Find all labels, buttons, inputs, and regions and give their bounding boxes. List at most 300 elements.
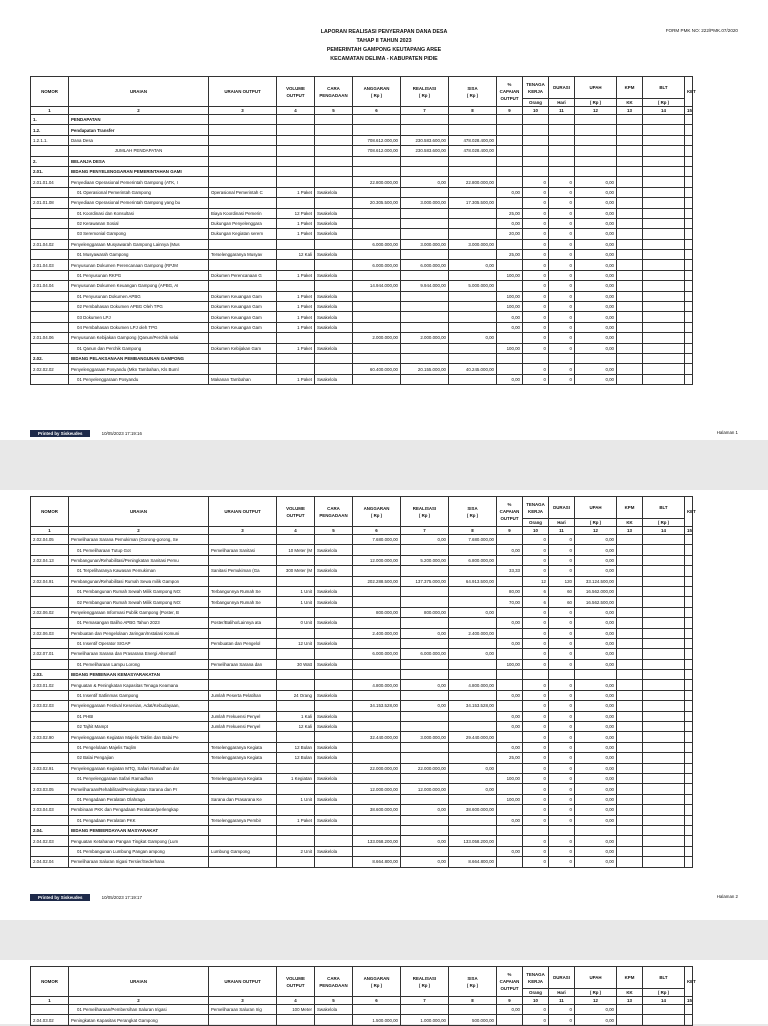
row-cara bbox=[315, 555, 353, 565]
row-capaian bbox=[497, 576, 523, 586]
row-volume bbox=[277, 166, 315, 176]
table-row bbox=[31, 125, 693, 135]
table-row bbox=[31, 825, 693, 835]
row-upah: 0,00 bbox=[575, 763, 617, 773]
column-index: 1 bbox=[31, 997, 69, 1005]
row-anggaran: 708.612.000,00 bbox=[353, 146, 401, 156]
row-capaian bbox=[497, 680, 523, 690]
row-uraian: 01 Pemeliharaan Lampu Lorong bbox=[69, 659, 209, 669]
row-cara bbox=[315, 198, 353, 208]
col-upah-rp: ( Rp ) bbox=[575, 99, 617, 107]
row-kpm bbox=[617, 732, 643, 742]
row-uraian: Peningkatan Kapasitas Perangkat Gampong bbox=[69, 1015, 209, 1025]
row-ket bbox=[685, 291, 693, 301]
row-capaian: 100,00 bbox=[497, 302, 523, 312]
row-hari bbox=[549, 353, 575, 363]
col-ket: KET bbox=[685, 967, 693, 997]
row-ket bbox=[685, 566, 693, 576]
row-uraian-output bbox=[209, 555, 277, 565]
row-blt bbox=[643, 166, 685, 176]
row-orang: 0 bbox=[523, 794, 549, 804]
row-anggaran: 12.000.000,00 bbox=[353, 784, 401, 794]
row-uraian: 01 Pengadaan Peralatan Olahraga bbox=[69, 794, 209, 804]
row-uraian: 01 Pembangunan Lumbung Pangan ampong bbox=[69, 846, 209, 856]
row-cara bbox=[315, 135, 353, 145]
row-anggaran: 4.800.000,00 bbox=[353, 680, 401, 690]
row-cara: Swakelola bbox=[315, 208, 353, 218]
row-sisa: 500.000,00 bbox=[449, 1015, 497, 1025]
row-blt bbox=[643, 125, 685, 135]
row-orang: 0 bbox=[523, 239, 549, 249]
row-orang: 0 bbox=[523, 198, 549, 208]
row-hari: 0 bbox=[549, 1005, 575, 1015]
row-blt bbox=[643, 250, 685, 260]
row-kpm bbox=[617, 281, 643, 291]
table-row bbox=[31, 680, 693, 690]
row-uraian: 01 Koordinasi dan Konsultasi bbox=[69, 208, 209, 218]
row-realisasi bbox=[401, 597, 449, 607]
row-orang: 0 bbox=[523, 784, 549, 794]
row-ket bbox=[685, 701, 693, 711]
row-realisasi bbox=[401, 742, 449, 752]
row-orang: 0 bbox=[523, 374, 549, 384]
row-anggaran bbox=[353, 690, 401, 700]
row-cara: Swakelola bbox=[315, 270, 353, 280]
row-blt bbox=[643, 374, 685, 384]
row-realisasi bbox=[401, 291, 449, 301]
row-blt bbox=[643, 618, 685, 628]
row-sisa: 7.680.000,00 bbox=[449, 535, 497, 545]
row-orang: 0 bbox=[523, 535, 549, 545]
row-anggaran bbox=[353, 846, 401, 856]
row-upah: 0,00 bbox=[575, 208, 617, 218]
row-uraian: Penguatan Ketahanan Pangan Tingkat Gampong (Lum bbox=[69, 836, 209, 846]
row-uraian-output: Dukungan Penyelenggara bbox=[209, 218, 277, 228]
row-orang: 0 bbox=[523, 333, 549, 343]
table-row bbox=[31, 333, 693, 343]
row-kpm bbox=[617, 701, 643, 711]
table-row bbox=[31, 343, 693, 353]
row-realisasi bbox=[401, 711, 449, 721]
row-uraian-output bbox=[209, 333, 277, 343]
col-blt: BLT bbox=[643, 967, 685, 989]
row-sisa bbox=[449, 250, 497, 260]
row-realisasi: 6.000.000,00 bbox=[401, 649, 449, 659]
row-capaian bbox=[497, 628, 523, 638]
row-kpm bbox=[617, 586, 643, 596]
row-volume bbox=[277, 836, 315, 846]
row-volume bbox=[277, 555, 315, 565]
row-kpm bbox=[617, 566, 643, 576]
row-hari: 120 bbox=[549, 576, 575, 586]
row-volume: 24 Orang bbox=[277, 690, 315, 700]
row-capaian bbox=[497, 260, 523, 270]
row-kpm bbox=[617, 555, 643, 565]
row-ket bbox=[685, 722, 693, 732]
row-kpm bbox=[617, 742, 643, 752]
row-nomor: 2. bbox=[31, 156, 69, 166]
row-cara bbox=[315, 732, 353, 742]
row-blt bbox=[643, 229, 685, 239]
table-row bbox=[31, 649, 693, 659]
row-capaian bbox=[497, 607, 523, 617]
row-orang: 0 bbox=[523, 742, 549, 752]
row-cara bbox=[315, 805, 353, 815]
row-anggaran: 32.440.000,00 bbox=[353, 732, 401, 742]
row-blt bbox=[643, 566, 685, 576]
row-capaian bbox=[497, 146, 523, 156]
row-upah: 0,00 bbox=[575, 618, 617, 628]
row-uraian: Penguatan & Peningkatan Kapasitas Tenaga Keamana bbox=[69, 680, 209, 690]
row-capaian: 0,00 bbox=[497, 322, 523, 332]
row-uraian-output bbox=[209, 836, 277, 846]
page-number: Halaman 1 bbox=[716, 430, 738, 435]
row-uraian: BELANJA DESA bbox=[69, 156, 209, 166]
table-row bbox=[31, 670, 693, 680]
col-nomor: NOMOR bbox=[31, 77, 69, 107]
row-kpm bbox=[617, 1005, 643, 1015]
row-kpm bbox=[617, 302, 643, 312]
row-capaian: 0,00 bbox=[497, 815, 523, 825]
row-capaian: 100,00 bbox=[497, 270, 523, 280]
table-row bbox=[31, 135, 693, 145]
row-capaian bbox=[497, 732, 523, 742]
page-gap bbox=[0, 920, 768, 960]
table-row bbox=[31, 732, 693, 742]
row-kpm bbox=[617, 135, 643, 145]
row-uraian-output bbox=[209, 628, 277, 638]
row-orang: 0 bbox=[523, 260, 549, 270]
row-ket bbox=[685, 690, 693, 700]
row-blt bbox=[643, 732, 685, 742]
row-realisasi: 2.000.000,00 bbox=[401, 333, 449, 343]
row-hari: 0 bbox=[549, 732, 575, 742]
row-hari: 0 bbox=[549, 374, 575, 384]
row-cara: Swakelola bbox=[315, 742, 353, 752]
row-anggaran: 38.600.000,00 bbox=[353, 805, 401, 815]
row-hari: 0 bbox=[549, 836, 575, 846]
row-orang: 0 bbox=[523, 773, 549, 783]
col-kpm: KPM bbox=[617, 967, 643, 989]
row-upah: 0,00 bbox=[575, 742, 617, 752]
table-row bbox=[31, 239, 693, 249]
title-line-1: LAPORAN REALISASI PENYERAPAN DANA DESA bbox=[320, 29, 448, 35]
row-kpm bbox=[617, 597, 643, 607]
row-orang bbox=[523, 135, 549, 145]
row-volume bbox=[277, 628, 315, 638]
row-cara bbox=[315, 115, 353, 125]
row-realisasi bbox=[401, 270, 449, 280]
row-capaian bbox=[497, 763, 523, 773]
row-uraian-output: Dokumen Keuangan Gam bbox=[209, 312, 277, 322]
row-orang bbox=[523, 166, 549, 176]
row-kpm bbox=[617, 322, 643, 332]
row-sisa: 38.600.000,00 bbox=[449, 805, 497, 815]
row-uraian: 01 Musyawarah Gampong bbox=[69, 250, 209, 260]
table-row bbox=[31, 690, 693, 700]
row-volume: 2 Unit bbox=[277, 846, 315, 856]
row-kpm bbox=[617, 659, 643, 669]
row-sisa bbox=[449, 846, 497, 856]
row-kpm bbox=[617, 208, 643, 218]
row-orang: 6 bbox=[523, 586, 549, 596]
row-blt bbox=[643, 115, 685, 125]
row-ket bbox=[685, 607, 693, 617]
row-blt bbox=[643, 794, 685, 804]
row-anggaran: 6.000.000,00 bbox=[353, 649, 401, 659]
row-ket bbox=[685, 753, 693, 763]
row-nomor bbox=[31, 773, 69, 783]
row-uraian: 01 Pemeliharaan Tutup Got bbox=[69, 545, 209, 555]
row-realisasi bbox=[401, 374, 449, 384]
row-ket bbox=[685, 177, 693, 187]
row-uraian-output: Terselenggaranya Musyav bbox=[209, 250, 277, 260]
row-volume bbox=[277, 680, 315, 690]
row-nomor bbox=[31, 711, 69, 721]
row-ket bbox=[685, 302, 693, 312]
row-sisa bbox=[449, 218, 497, 228]
row-nomor bbox=[31, 187, 69, 197]
row-cara: Swakelola bbox=[315, 815, 353, 825]
row-kpm bbox=[617, 115, 643, 125]
row-sisa bbox=[449, 794, 497, 804]
row-realisasi: 3.000.000,00 bbox=[401, 198, 449, 208]
row-cara bbox=[315, 260, 353, 270]
row-capaian bbox=[497, 333, 523, 343]
row-orang: 0 bbox=[523, 302, 549, 312]
row-volume bbox=[277, 156, 315, 166]
row-uraian: 02 Tajhit Mampt bbox=[69, 722, 209, 732]
row-anggaran bbox=[353, 753, 401, 763]
row-blt bbox=[643, 576, 685, 586]
table-row bbox=[31, 711, 693, 721]
row-hari: 0 bbox=[549, 753, 575, 763]
row-uraian: 01 Penyelenggaraan Posyandu bbox=[69, 374, 209, 384]
row-uraian-output bbox=[209, 857, 277, 867]
row-nomor: 2.02. bbox=[31, 353, 69, 363]
row-hari bbox=[549, 156, 575, 166]
column-index: 13 bbox=[617, 107, 643, 115]
row-blt bbox=[643, 773, 685, 783]
column-index: 9 bbox=[497, 107, 523, 115]
row-sisa bbox=[449, 343, 497, 353]
row-uraian: Penyediaan Operasional Pemerintah Gampong (ATK, I bbox=[69, 177, 209, 187]
row-uraian: Penyelenggaraan Informasi Publik Gampong (Poster, B bbox=[69, 607, 209, 617]
row-ket bbox=[685, 649, 693, 659]
table-row bbox=[31, 742, 693, 752]
row-uraian-output: Jumlah Frekuensi Penyel bbox=[209, 722, 277, 732]
row-nomor: 2.02.02.02 bbox=[31, 364, 69, 374]
row-anggaran bbox=[353, 322, 401, 332]
row-kpm bbox=[617, 722, 643, 732]
row-nomor: 2.03. bbox=[31, 670, 69, 680]
row-kpm bbox=[617, 218, 643, 228]
row-uraian-output bbox=[209, 166, 277, 176]
row-uraian: 03 Dokumen LPJ bbox=[69, 312, 209, 322]
row-nomor: 1.2.1.1. bbox=[31, 135, 69, 145]
row-sisa bbox=[449, 545, 497, 555]
row-upah: 0,00 bbox=[575, 270, 617, 280]
row-anggaran bbox=[353, 815, 401, 825]
col-anggaran: ANGGARAN ( Rp ) bbox=[353, 77, 401, 107]
row-realisasi bbox=[401, 187, 449, 197]
row-hari bbox=[549, 125, 575, 135]
row-realisasi bbox=[401, 166, 449, 176]
row-ket bbox=[685, 836, 693, 846]
row-orang: 0 bbox=[523, 291, 549, 301]
col-anggaran: ANGGARAN ( Rp ) bbox=[353, 967, 401, 997]
table-row bbox=[31, 270, 693, 280]
row-blt bbox=[643, 545, 685, 555]
row-hari: 0 bbox=[549, 281, 575, 291]
row-orang: 0 bbox=[523, 177, 549, 187]
row-uraian-output bbox=[209, 607, 277, 617]
row-uraian: 01 Terpeliharanya Kawasan Pemukiman bbox=[69, 566, 209, 576]
row-anggaran bbox=[353, 711, 401, 721]
row-orang: 0 bbox=[523, 649, 549, 659]
column-index-row bbox=[31, 997, 693, 1005]
row-capaian: 0,00 bbox=[497, 374, 523, 384]
row-realisasi: 0,00 bbox=[401, 701, 449, 711]
row-realisasi bbox=[401, 638, 449, 648]
column-index: 4 bbox=[277, 527, 315, 535]
row-anggaran: 60.400.000,00 bbox=[353, 364, 401, 374]
col-uraian: URAIAN bbox=[69, 967, 209, 997]
row-cara: Swakelola bbox=[315, 1005, 353, 1015]
row-sisa bbox=[449, 597, 497, 607]
row-kpm bbox=[617, 291, 643, 301]
row-sisa bbox=[449, 187, 497, 197]
row-upah bbox=[575, 156, 617, 166]
table-row bbox=[31, 659, 693, 669]
row-ket bbox=[685, 198, 693, 208]
row-ket bbox=[685, 597, 693, 607]
row-blt bbox=[643, 333, 685, 343]
row-sisa: 17.305.500,00 bbox=[449, 198, 497, 208]
row-capaian bbox=[497, 535, 523, 545]
row-uraian: BIDANG PELAKSANAAN PEMBANGUNAN GAMPONG bbox=[69, 353, 209, 363]
row-upah bbox=[575, 115, 617, 125]
row-kpm bbox=[617, 177, 643, 187]
row-volume bbox=[277, 364, 315, 374]
row-volume: 30 Watt bbox=[277, 659, 315, 669]
col-uraian: URAIAN bbox=[69, 77, 209, 107]
table-row bbox=[31, 857, 693, 867]
col-durasi: DURASI bbox=[549, 77, 575, 99]
row-blt bbox=[643, 628, 685, 638]
column-index: 14 bbox=[643, 997, 685, 1005]
row-volume: 1 Paket bbox=[277, 270, 315, 280]
row-hari: 0 bbox=[549, 722, 575, 732]
row-orang: 0 bbox=[523, 732, 549, 742]
row-sisa bbox=[449, 229, 497, 239]
col-blt: BLT bbox=[643, 497, 685, 519]
row-ket bbox=[685, 815, 693, 825]
row-capaian: 0,00 bbox=[497, 638, 523, 648]
row-capaian: 0,00 bbox=[497, 187, 523, 197]
column-index: 13 bbox=[617, 527, 643, 535]
column-index: 6 bbox=[353, 997, 401, 1005]
row-kpm bbox=[617, 690, 643, 700]
table-row bbox=[31, 638, 693, 648]
row-capaian: 0,00 bbox=[497, 618, 523, 628]
row-sisa bbox=[449, 722, 497, 732]
row-nomor: 2.01. bbox=[31, 166, 69, 176]
table-row bbox=[31, 794, 693, 804]
row-blt bbox=[643, 711, 685, 721]
row-capaian bbox=[497, 1015, 523, 1025]
col-realisasi: REALISASI ( Rp ) bbox=[401, 497, 449, 527]
row-kpm bbox=[617, 794, 643, 804]
row-hari: 0 bbox=[549, 535, 575, 545]
row-sisa bbox=[449, 773, 497, 783]
row-sisa bbox=[449, 638, 497, 648]
row-blt bbox=[643, 597, 685, 607]
row-capaian: 33,33 bbox=[497, 566, 523, 576]
row-uraian: 04 Pembahasan Dokumen LPJ oleh TPG bbox=[69, 322, 209, 332]
row-orang: 0 bbox=[523, 618, 549, 628]
row-cara: Swakelola bbox=[315, 322, 353, 332]
row-kpm bbox=[617, 312, 643, 322]
row-uraian-output: Jumlah Frekuensi Penyel bbox=[209, 711, 277, 721]
row-anggaran bbox=[353, 115, 401, 125]
row-ket bbox=[685, 1015, 693, 1025]
row-hari: 0 bbox=[549, 794, 575, 804]
row-kpm bbox=[617, 545, 643, 555]
row-upah: 0,00 bbox=[575, 1005, 617, 1015]
row-ket bbox=[685, 218, 693, 228]
row-hari: 0 bbox=[549, 208, 575, 218]
row-ket bbox=[685, 250, 693, 260]
row-orang: 0 bbox=[523, 1005, 549, 1015]
row-kpm bbox=[617, 607, 643, 617]
table-row bbox=[31, 302, 693, 312]
row-sisa bbox=[449, 291, 497, 301]
row-hari: 0 bbox=[549, 784, 575, 794]
row-volume: 12 Unit bbox=[277, 638, 315, 648]
row-ket bbox=[685, 125, 693, 135]
row-upah: 0,00 bbox=[575, 187, 617, 197]
row-upah: 0,00 bbox=[575, 857, 617, 867]
column-index: 5 bbox=[315, 107, 353, 115]
row-nomor bbox=[31, 270, 69, 280]
row-nomor: 2.01.01.04 bbox=[31, 177, 69, 187]
row-orang: 0 bbox=[523, 690, 549, 700]
row-volume: 1 Paket bbox=[277, 187, 315, 197]
row-hari bbox=[549, 825, 575, 835]
row-blt bbox=[643, 291, 685, 301]
row-ket bbox=[685, 343, 693, 353]
row-anggaran bbox=[353, 545, 401, 555]
page-footer-1 bbox=[30, 430, 738, 438]
row-ket bbox=[685, 555, 693, 565]
row-blt bbox=[643, 815, 685, 825]
row-kpm bbox=[617, 125, 643, 135]
row-capaian: 0,00 bbox=[497, 218, 523, 228]
row-kpm bbox=[617, 711, 643, 721]
row-anggaran: 202.288.500,00 bbox=[353, 576, 401, 586]
row-kpm bbox=[617, 805, 643, 815]
table-row bbox=[31, 374, 693, 384]
row-uraian: 02 Balai Pengajian bbox=[69, 753, 209, 763]
column-index: 5 bbox=[315, 527, 353, 535]
row-capaian bbox=[497, 670, 523, 680]
row-uraian-output: Terselenggaranya Pembir bbox=[209, 815, 277, 825]
row-upah: 0,00 bbox=[575, 649, 617, 659]
row-hari: 0 bbox=[549, 680, 575, 690]
row-cara: Swakelola bbox=[315, 722, 353, 732]
row-realisasi: 3.000.000,00 bbox=[401, 239, 449, 249]
